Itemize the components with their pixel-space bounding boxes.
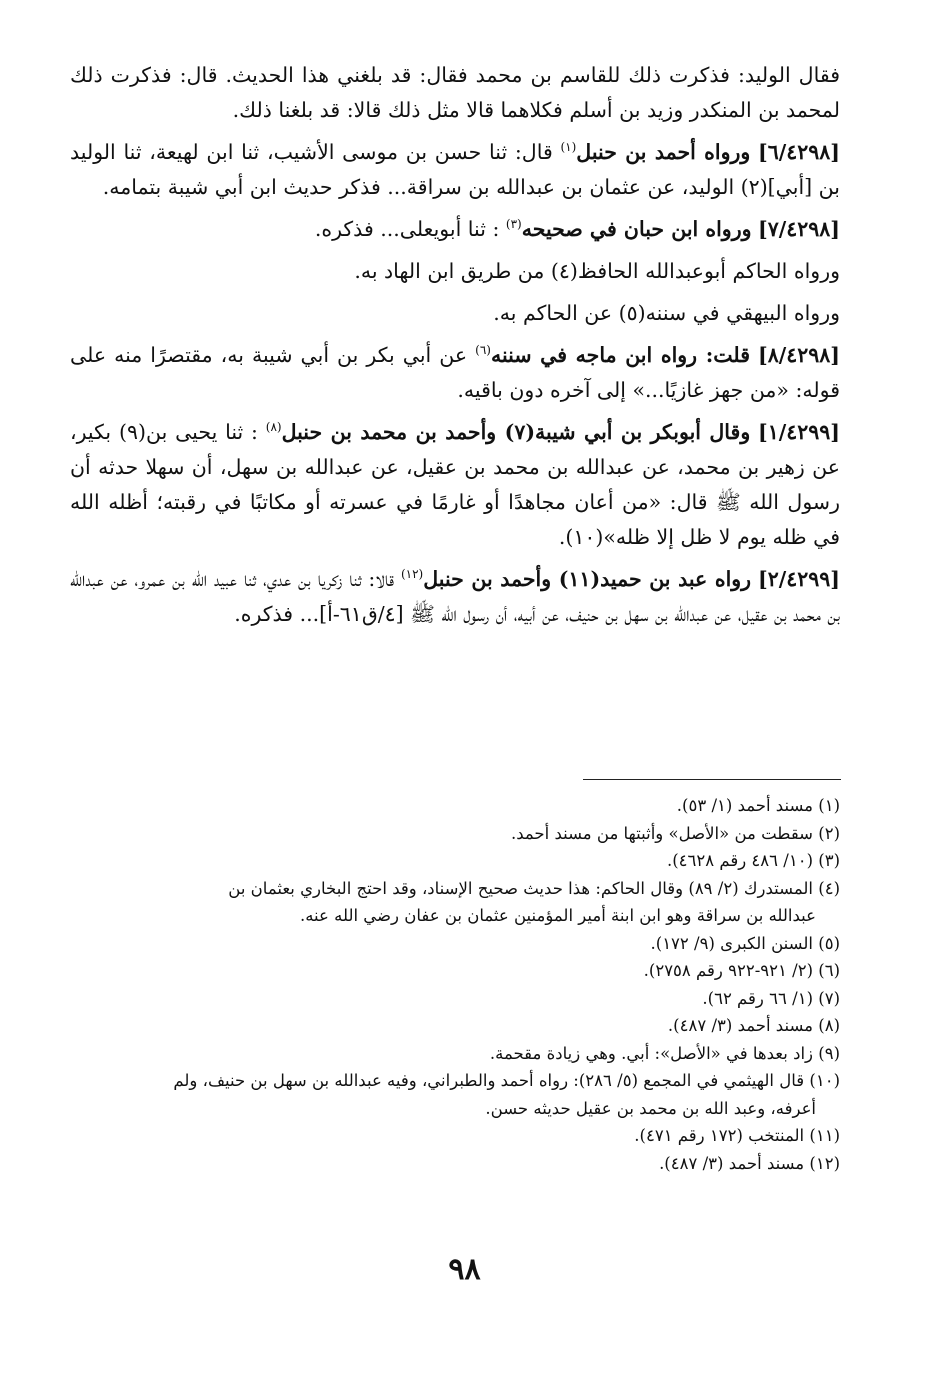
footnote <box>70 1040 840 1068</box>
footnote-text: مسند أحمد (١/ ٥٣). <box>676 796 813 815</box>
paragraph-lead: ورواه أحمد بن حنبل <box>576 140 751 164</box>
paragraph-lead: ورواه ابن حبان في صحيحه <box>521 217 752 241</box>
paragraph-body: ورواه البيهقي في سننه(٥) عن الحاكم به. <box>493 301 840 325</box>
paragraph-number: [٢/٤٢٩٩] <box>758 567 840 591</box>
paragraph-1 <box>70 135 840 205</box>
paragraph-number: [٨/٤٢٩٨] <box>758 343 840 367</box>
footnote-number: (٩) <box>818 1043 840 1063</box>
paragraph-body: قال: ثنا حسن بن موسى الأشيب، ثنا ابن لهيعة، ثنا الوليد بن [أبي](٢) الوليد، عن عثمان بن عبدالله بن سراقة... فذكر حديث ابن أبي شيبة بتمامه. <box>70 140 840 199</box>
footnote-text: زاد بعدها في «الأصل»: أبي. وهي زيادة مقحمة. <box>489 1043 813 1063</box>
paragraph-lead: قلت: رواه ابن ماجه في سننه <box>490 343 751 367</box>
footnote-ref: (١) <box>560 140 577 155</box>
paragraph-number: [١/٤٢٩٩] <box>758 420 840 444</box>
footnote-divider <box>583 779 841 780</box>
footnote-ref: (٦) <box>475 343 491 358</box>
paragraph-0 <box>70 58 840 128</box>
paragraph-number: [٦/٤٢٩٨] <box>758 140 840 164</box>
paragraph-body: : ثنا أبويعلى... فذكره. <box>314 217 500 241</box>
page-number: ٩٨ <box>448 1252 481 1287</box>
footnote <box>70 792 840 820</box>
paragraph-5 <box>70 338 840 408</box>
paragraph-7 <box>70 562 840 632</box>
paragraph-4 <box>70 296 840 331</box>
paragraph-lead: وقال أبوبكر بن أبي شيبة(٧) وأحمد بن محمد بن حنبل <box>281 420 751 444</box>
footnote-text: المنتخب (١٧٢ رقم ٤٧١). <box>634 1126 805 1145</box>
footnote-number: (٣) <box>818 851 840 870</box>
paragraph-lead: رواه عبد بن حميد(١١) وأحمد بن حنبل <box>423 567 752 591</box>
footnote <box>70 820 840 848</box>
footnote-ref: (٨) <box>265 420 282 435</box>
footnote-number: (١٢) <box>809 1153 840 1173</box>
paragraph-body: فقال الوليد: فذكرت ذلك للقاسم بن محمد فقال: قد بلغني هذا الحديث. قال: فذكرت ذلك لمحمد بن المنكدر وزيد بن أسلم فكلاهما قالا مثل ذلك قالا: قد بلغنا ذلك. <box>70 63 840 122</box>
footnote <box>70 1122 840 1150</box>
paragraph-body: عن أبي بكر بن أبي شيبة به، مقتصرًا منه على قوله: «من جهز غازيًا...» إلى آخره دون باقيه. <box>70 343 840 402</box>
footnote-ref: (١٢) <box>400 567 424 582</box>
paragraph-body: ورواه الحاكم أبوعبدالله الحافظ(٤) من طريق ابن الهاد به. <box>354 259 840 283</box>
footnote-text: المستدرك (٢/ ٨٩) وقال الحاكم: هذا حديث صحيح الإسناد، وقد احتج البخاري بعثمان بن <box>228 878 813 898</box>
footnote-number: (١) <box>818 796 840 815</box>
paragraph-body: قالا: ثنا زكريا بن عدي، ثنا عبيد الله بن عمرو، عن عبدالله بن محمد بن عقيل، عن عبدالله بن سهل بن حنيف، عن أبيه، أن رسول الله ﷺ [٤/ق٦١-أ]... فذكره. <box>70 567 840 626</box>
footnote <box>70 1150 840 1178</box>
footnote-number: (١٠) <box>809 1071 840 1090</box>
footnote <box>70 930 840 958</box>
footnote-number: (٨) <box>818 1016 840 1035</box>
paragraph-2 <box>70 212 840 247</box>
paragraph-6 <box>70 415 840 555</box>
footnote-text: (١/ ٦٦ رقم ٦٢). <box>702 988 813 1008</box>
footnote-ref: (٣) <box>505 217 522 232</box>
footnote-number: (٤) <box>818 878 840 898</box>
footnote-text: سقطت من «الأصل» وأثبتها من مسند أحمد. <box>510 823 813 843</box>
main-text <box>70 58 840 639</box>
paragraph-3 <box>70 254 840 289</box>
footnote-text: قال الهيثمي في المجمع (٥/ ٢٨٦): رواه أحمد والطبراني، وفيه عبدالله بن سهل بن حنيف، ولم <box>173 1071 805 1090</box>
paragraph-body: : ثنا يحيى بن(٩) بكير، عن زهير بن محمد، عن عبدالله بن محمد بن عقيل، عن عبدالله بن سهل، أن سهلا حدثه أن رسول الله ﷺ قال: «من أعان مجاهدًا أو غارمًا في عسرته أو مكاتبًا في رقبته؛ أظله الله في ظله يوم لا ظل إلا ظله»(١٠). <box>70 420 840 549</box>
footnote-number: (١١) <box>809 1126 840 1145</box>
footnote <box>70 957 840 985</box>
footnote-text: (٢/ ٩٢١-٩٢٢ رقم ٢٧٥٨). <box>643 961 813 980</box>
footnote <box>70 875 840 930</box>
footnotes <box>70 792 840 1177</box>
footnote-continuation: عبدالله بن سراقة وهو ابن ابنة أمير المؤمنين عثمان بن عفان رضي الله عنه. <box>299 906 816 925</box>
footnote-text: مسند أحمد (٣/ ٤٨٧). <box>659 1153 805 1173</box>
footnote-number: (٧) <box>818 988 840 1008</box>
footnote-text: مسند أحمد (٣/ ٤٨٧). <box>667 1016 813 1035</box>
footnote-text: (١٠/ ٤٨٦ رقم ٤٦٢٨). <box>666 851 813 870</box>
footnote-number: (٦) <box>818 961 840 980</box>
footnote <box>70 847 840 875</box>
footnote-number: (٢) <box>818 823 840 843</box>
footnote <box>70 1067 840 1122</box>
footnote-number: (٥) <box>818 933 840 953</box>
footnote-continuation: أعرفه، وعبد الله بن محمد بن عقيل حديثه حسن. <box>485 1098 816 1118</box>
footnote <box>70 985 840 1013</box>
footnote <box>70 1012 840 1040</box>
footnote-text: السنن الكبرى (٩/ ١٧٢). <box>650 933 813 953</box>
paragraph-number: [٧/٤٢٩٨] <box>758 217 840 241</box>
